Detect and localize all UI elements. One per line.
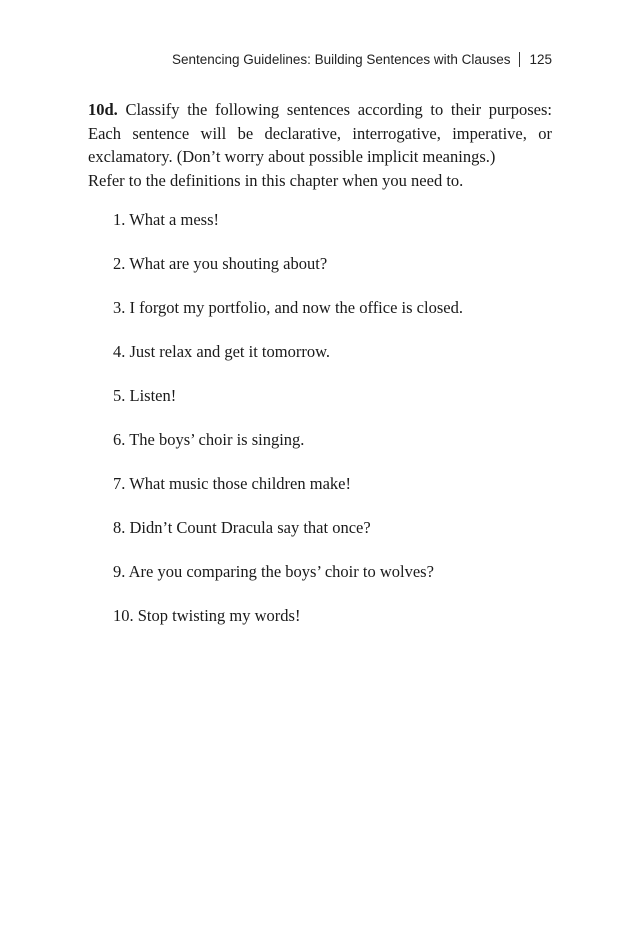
- exercise-instructions: [88, 98, 552, 192]
- exercise-item: 5. Listen!: [113, 386, 177, 405]
- exercise-item: 1. What a mess!: [113, 210, 220, 229]
- exercise-item: 7. What music those children make!: [113, 474, 351, 493]
- header-divider: [519, 52, 520, 67]
- exercise-item: 8. Didn’t Count Dracula say that once?: [113, 518, 371, 537]
- exercise-item: 10. Stop twisting my words!: [113, 606, 301, 625]
- exercise-item: 2. What are you shouting about?: [113, 254, 328, 273]
- instructions-text: Classify the following sentences according to their purposes: Each sentence will be declarative, interrogative, imperative, or exclamatory. (Don’t worry about possible implicit meanings.): [88, 100, 552, 166]
- running-title: Sentencing Guidelines: Building Sentences with Clauses: [172, 52, 511, 67]
- exercise-item: 9. Are you comparing the boys’ choir to wolves?: [113, 562, 434, 581]
- exercise-item: 4. Just relax and get it tomorrow.: [113, 342, 331, 361]
- exercise-number: 10d.: [88, 100, 118, 119]
- instructions-last-line: Refer to the definitions in this chapter when you need to.: [88, 170, 464, 190]
- exercise-item: 3. I forgot my portfolio, and now the office is closed.: [113, 298, 463, 317]
- running-header: [172, 52, 552, 67]
- exercise-items: [113, 208, 463, 648]
- page-number: 125: [529, 52, 552, 67]
- exercise-item: 6. The boys’ choir is singing.: [113, 430, 305, 449]
